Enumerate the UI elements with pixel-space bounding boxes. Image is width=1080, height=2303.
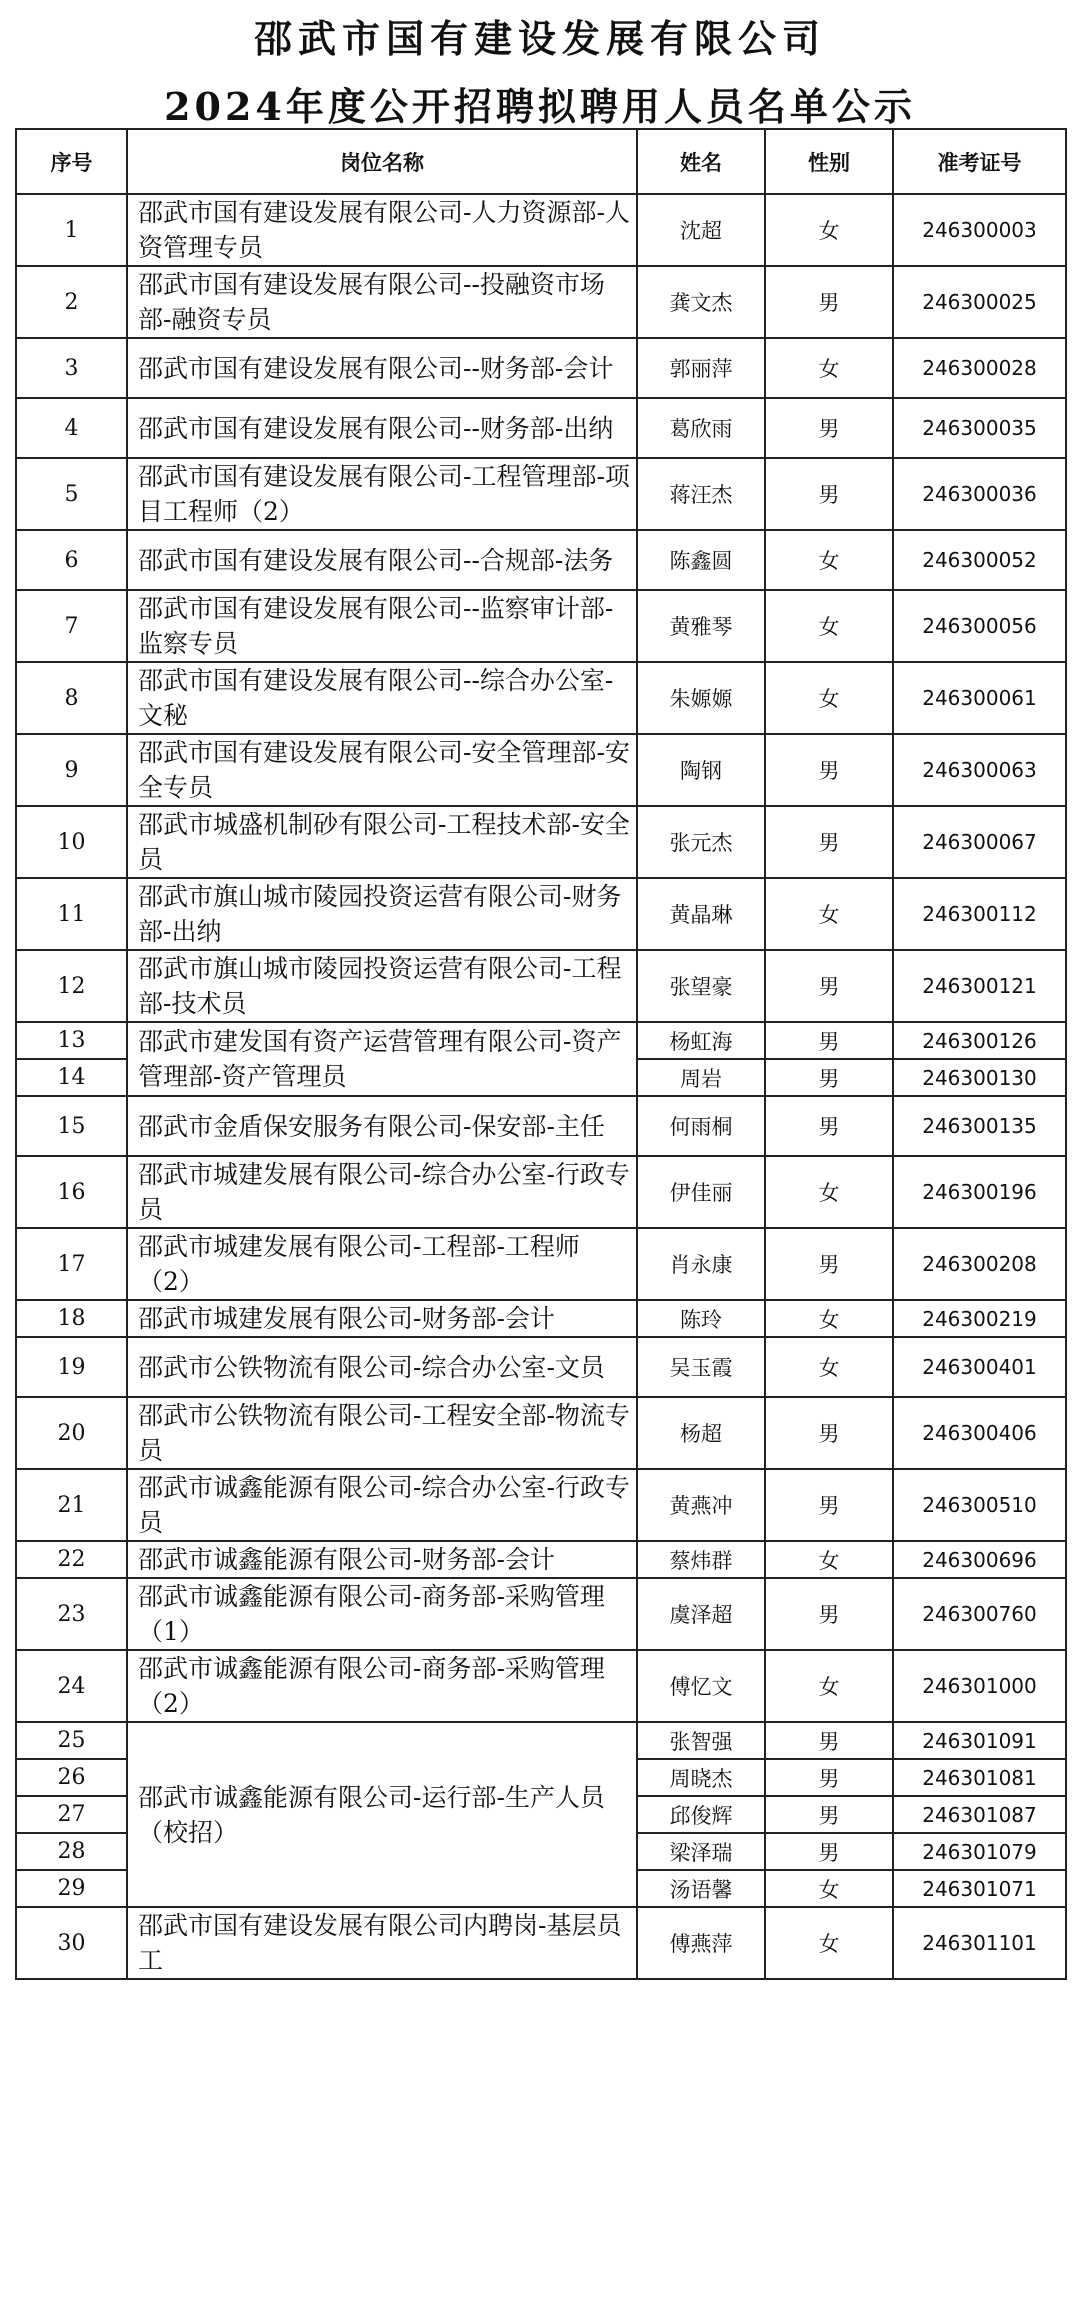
person-name: 张望豪 <box>637 950 765 1022</box>
gender: 男 <box>765 1022 893 1059</box>
person-name: 傅忆文 <box>637 1650 765 1722</box>
row-number: 15 <box>16 1096 127 1156</box>
row-number: 19 <box>16 1337 127 1397</box>
gender: 女 <box>765 1870 893 1907</box>
person-name: 龚文杰 <box>637 266 765 338</box>
table-row <box>16 530 1066 590</box>
exam-id: 246300406 <box>893 1397 1066 1469</box>
hiring-list-table <box>15 128 1067 1980</box>
header-exam-id: 准考证号 <box>893 129 1066 194</box>
row-number: 3 <box>16 338 127 398</box>
exam-id: 246301101 <box>893 1907 1066 1979</box>
page-subtitle: 2024年度公开招聘拟聘用人员名单公示 <box>164 84 916 129</box>
row-number: 4 <box>16 398 127 458</box>
exam-id: 246300035 <box>893 398 1066 458</box>
person-name: 汤语馨 <box>637 1870 765 1907</box>
gender: 男 <box>765 734 893 806</box>
header-name: 姓名 <box>637 129 765 194</box>
row-number: 10 <box>16 806 127 878</box>
gender: 女 <box>765 530 893 590</box>
table-row <box>16 1469 1066 1541</box>
exam-id: 246300028 <box>893 338 1066 398</box>
person-name: 杨虹海 <box>637 1022 765 1059</box>
position-name: 邵武市公铁物流有限公司-综合办公室-文员 <box>127 1337 637 1397</box>
row-number: 16 <box>16 1156 127 1228</box>
person-name: 葛欣雨 <box>637 398 765 458</box>
person-name: 朱嫄嫄 <box>637 662 765 734</box>
person-name: 傅燕萍 <box>637 1907 765 1979</box>
position-name: 邵武市城建发展有限公司-综合办公室-行政专员 <box>127 1156 637 1228</box>
header-no: 序号 <box>16 129 127 194</box>
table-row <box>16 1337 1066 1397</box>
exam-id: 246300219 <box>893 1300 1066 1337</box>
row-number: 14 <box>16 1059 127 1096</box>
gender: 女 <box>765 662 893 734</box>
position-name: 邵武市国有建设发展有限公司内聘岗-基层员工 <box>127 1907 637 1979</box>
position-name: 邵武市诚鑫能源有限公司-财务部-会计 <box>127 1541 637 1578</box>
person-name: 张智强 <box>637 1722 765 1759</box>
position-name: 邵武市诚鑫能源有限公司-商务部-采购管理（1） <box>127 1578 637 1650</box>
row-number: 17 <box>16 1228 127 1300</box>
exam-id: 246300130 <box>893 1059 1066 1096</box>
position-name: 邵武市城建发展有限公司-工程部-工程师（2） <box>127 1228 637 1300</box>
exam-id: 246300121 <box>893 950 1066 1022</box>
table-row <box>16 1397 1066 1469</box>
table-row <box>16 1022 1066 1059</box>
exam-id: 246300067 <box>893 806 1066 878</box>
table-header-row <box>16 129 1066 194</box>
table-row <box>16 194 1066 266</box>
row-number: 26 <box>16 1759 127 1796</box>
position-name: 邵武市旗山城市陵园投资运营有限公司-工程部-技术员 <box>127 950 637 1022</box>
person-name: 黄晶琳 <box>637 878 765 950</box>
person-name: 杨超 <box>637 1397 765 1469</box>
table-row <box>16 662 1066 734</box>
gender: 女 <box>765 1541 893 1578</box>
row-number: 30 <box>16 1907 127 1979</box>
position-name: 邵武市国有建设发展有限公司--合规部-法务 <box>127 530 637 590</box>
row-number: 24 <box>16 1650 127 1722</box>
exam-id: 246300760 <box>893 1578 1066 1650</box>
table-row <box>16 590 1066 662</box>
gender: 男 <box>765 806 893 878</box>
row-number: 5 <box>16 458 127 530</box>
exam-id: 246301081 <box>893 1759 1066 1796</box>
exam-id: 246301087 <box>893 1796 1066 1833</box>
gender: 男 <box>765 398 893 458</box>
person-name: 黄燕冲 <box>637 1469 765 1541</box>
position-name: 邵武市旗山城市陵园投资运营有限公司-财务部-出纳 <box>127 878 637 950</box>
gender: 男 <box>765 1759 893 1796</box>
exam-id: 246301091 <box>893 1722 1066 1759</box>
gender: 男 <box>765 1796 893 1833</box>
position-name: 邵武市国有建设发展有限公司-安全管理部-安全专员 <box>127 734 637 806</box>
person-name: 伊佳丽 <box>637 1156 765 1228</box>
exam-id: 246300036 <box>893 458 1066 530</box>
person-name: 郭丽萍 <box>637 338 765 398</box>
gender: 女 <box>765 1337 893 1397</box>
row-number: 7 <box>16 590 127 662</box>
gender: 男 <box>765 1833 893 1870</box>
person-name: 张元杰 <box>637 806 765 878</box>
row-number: 1 <box>16 194 127 266</box>
person-name: 邱俊辉 <box>637 1796 765 1833</box>
gender: 男 <box>765 1059 893 1096</box>
person-name: 黄雅琴 <box>637 590 765 662</box>
gender: 男 <box>765 1722 893 1759</box>
row-number: 23 <box>16 1578 127 1650</box>
person-name: 蒋汪杰 <box>637 458 765 530</box>
table-row <box>16 1722 1066 1759</box>
row-number: 27 <box>16 1796 127 1833</box>
exam-id: 246300135 <box>893 1096 1066 1156</box>
exam-id: 246301000 <box>893 1650 1066 1722</box>
person-name: 肖永康 <box>637 1228 765 1300</box>
table-row <box>16 1541 1066 1578</box>
gender: 女 <box>765 1650 893 1722</box>
gender: 女 <box>765 1907 893 1979</box>
table-row <box>16 398 1066 458</box>
row-number: 9 <box>16 734 127 806</box>
row-number: 21 <box>16 1469 127 1541</box>
exam-id: 246300112 <box>893 878 1066 950</box>
row-number: 25 <box>16 1722 127 1759</box>
row-number: 8 <box>16 662 127 734</box>
gender: 女 <box>765 590 893 662</box>
row-number: 22 <box>16 1541 127 1578</box>
exam-id: 246301071 <box>893 1870 1066 1907</box>
gender: 男 <box>765 1397 893 1469</box>
gender: 男 <box>765 266 893 338</box>
exam-id: 246300003 <box>893 194 1066 266</box>
gender: 男 <box>765 1096 893 1156</box>
person-name: 陈鑫圆 <box>637 530 765 590</box>
table-row <box>16 1096 1066 1156</box>
table-row <box>16 266 1066 338</box>
position-name: 邵武市国有建设发展有限公司-工程管理部-项目工程师（2） <box>127 458 637 530</box>
gender: 男 <box>765 458 893 530</box>
table-row <box>16 338 1066 398</box>
table-row <box>16 458 1066 530</box>
row-number: 6 <box>16 530 127 590</box>
row-number: 28 <box>16 1833 127 1870</box>
row-number: 2 <box>16 266 127 338</box>
person-name: 陈玲 <box>637 1300 765 1337</box>
table-row <box>16 1300 1066 1337</box>
row-number: 20 <box>16 1397 127 1469</box>
table-body <box>16 194 1066 1979</box>
position-name: 邵武市国有建设发展有限公司--财务部-会计 <box>127 338 637 398</box>
person-name: 何雨桐 <box>637 1096 765 1156</box>
exam-id: 246300696 <box>893 1541 1066 1578</box>
position-name: 邵武市国有建设发展有限公司--财务部-出纳 <box>127 398 637 458</box>
table-row <box>16 1228 1066 1300</box>
position-name: 邵武市国有建设发展有限公司--监察审计部-监察专员 <box>127 590 637 662</box>
position-name: 邵武市国有建设发展有限公司-人力资源部-人资管理专员 <box>127 194 637 266</box>
position-name: 邵武市诚鑫能源有限公司-商务部-采购管理（2） <box>127 1650 637 1722</box>
person-name: 梁泽瑞 <box>637 1833 765 1870</box>
gender: 男 <box>765 1578 893 1650</box>
person-name: 吴玉霞 <box>637 1337 765 1397</box>
position-name: 邵武市金盾保安服务有限公司-保安部-主任 <box>127 1096 637 1156</box>
position-name: 邵武市建发国有资产运营管理有限公司-资产管理部-资产管理员 <box>127 1022 637 1096</box>
row-number: 18 <box>16 1300 127 1337</box>
table-row <box>16 950 1066 1022</box>
exam-id: 246300126 <box>893 1022 1066 1059</box>
exam-id: 246301079 <box>893 1833 1066 1870</box>
table-row <box>16 878 1066 950</box>
exam-id: 246300052 <box>893 530 1066 590</box>
position-name: 邵武市国有建设发展有限公司--投融资市场部-融资专员 <box>127 266 637 338</box>
exam-id: 246300063 <box>893 734 1066 806</box>
person-name: 蔡炜群 <box>637 1541 765 1578</box>
exam-id: 246300401 <box>893 1337 1066 1397</box>
page-title: 邵武市国有建设发展有限公司 <box>253 16 826 61</box>
exam-id: 246300025 <box>893 266 1066 338</box>
gender: 男 <box>765 1469 893 1541</box>
gender: 女 <box>765 338 893 398</box>
row-number: 11 <box>16 878 127 950</box>
table-row <box>16 1907 1066 1979</box>
person-name: 虞泽超 <box>637 1578 765 1650</box>
table-row <box>16 1650 1066 1722</box>
person-name: 沈超 <box>637 194 765 266</box>
gender: 女 <box>765 1300 893 1337</box>
gender: 女 <box>765 194 893 266</box>
row-number: 13 <box>16 1022 127 1059</box>
person-name: 陶钢 <box>637 734 765 806</box>
exam-id: 246300056 <box>893 590 1066 662</box>
header-position: 岗位名称 <box>127 129 637 194</box>
exam-id: 246300196 <box>893 1156 1066 1228</box>
table-row <box>16 806 1066 878</box>
header-gender: 性别 <box>765 129 893 194</box>
position-name: 邵武市诚鑫能源有限公司-综合办公室-行政专员 <box>127 1469 637 1541</box>
row-number: 12 <box>16 950 127 1022</box>
table-row <box>16 1578 1066 1650</box>
position-name: 邵武市国有建设发展有限公司--综合办公室-文秘 <box>127 662 637 734</box>
position-name: 邵武市城盛机制砂有限公司-工程技术部-安全员 <box>127 806 637 878</box>
gender: 男 <box>765 950 893 1022</box>
gender: 女 <box>765 878 893 950</box>
row-number: 29 <box>16 1870 127 1907</box>
exam-id: 246300510 <box>893 1469 1066 1541</box>
position-name: 邵武市公铁物流有限公司-工程安全部-物流专员 <box>127 1397 637 1469</box>
person-name: 周岩 <box>637 1059 765 1096</box>
table-row <box>16 734 1066 806</box>
position-name: 邵武市城建发展有限公司-财务部-会计 <box>127 1300 637 1337</box>
table-row <box>16 1156 1066 1228</box>
person-name: 周晓杰 <box>637 1759 765 1796</box>
gender: 女 <box>765 1156 893 1228</box>
exam-id: 246300208 <box>893 1228 1066 1300</box>
position-name: 邵武市诚鑫能源有限公司-运行部-生产人员（校招） <box>127 1722 637 1907</box>
exam-id: 246300061 <box>893 662 1066 734</box>
gender: 男 <box>765 1228 893 1300</box>
